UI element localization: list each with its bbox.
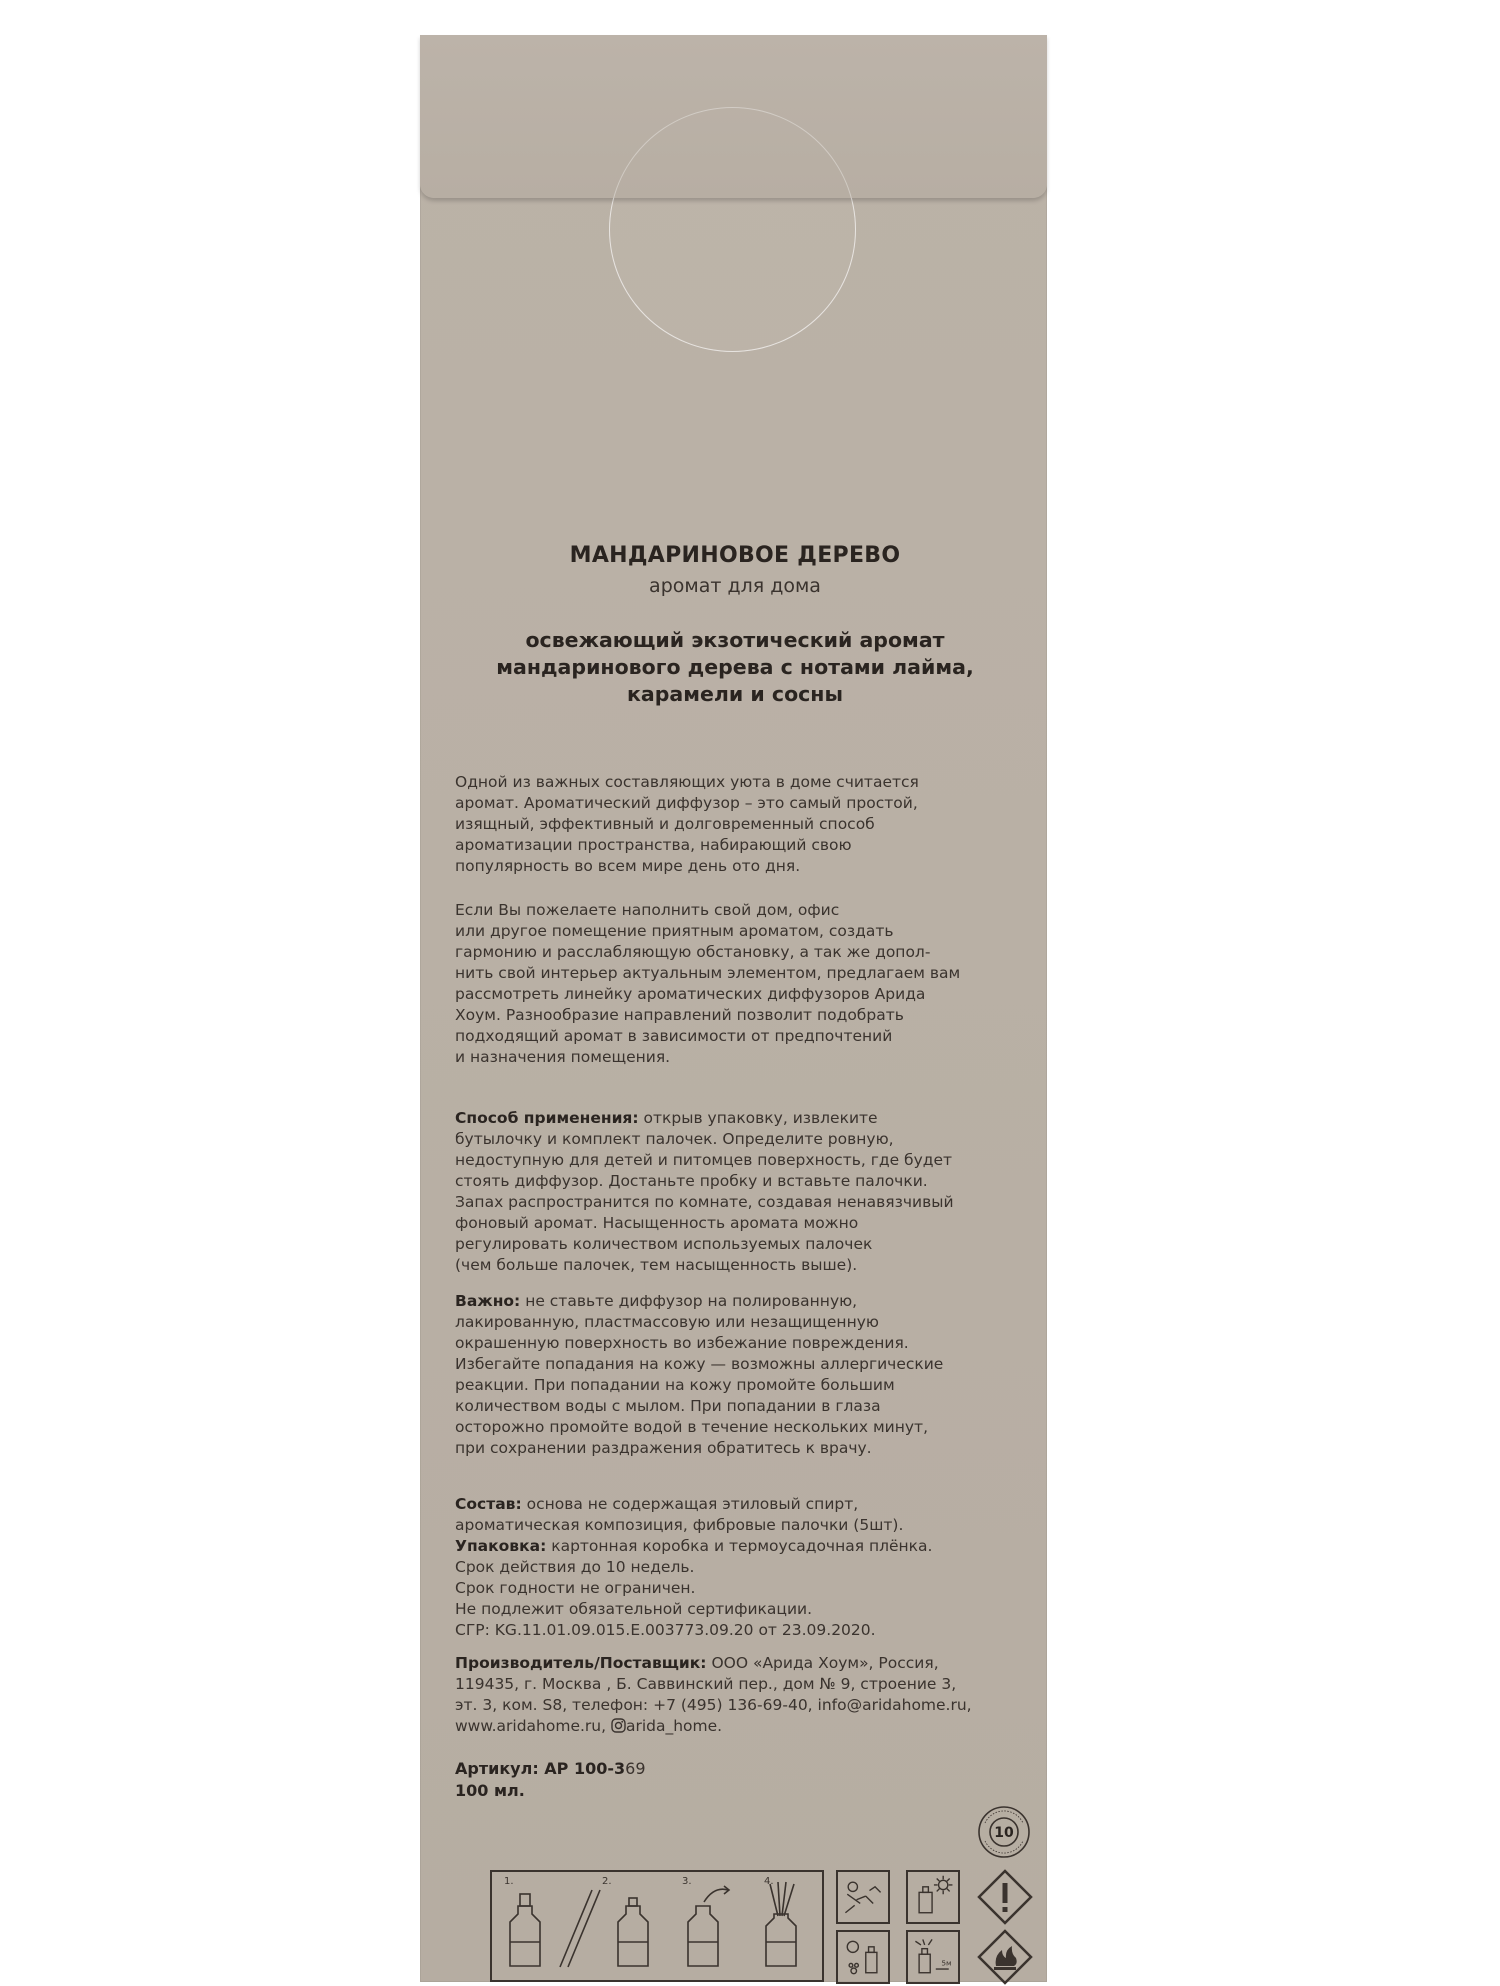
seal-sticker-overlay <box>609 107 856 352</box>
text-line: ароматическая композиция, фибровые палочки (5шт). <box>455 1516 904 1534</box>
text-line <box>455 1653 1015 1674</box>
text-line: Срок годности не ограничен. <box>455 1579 696 1597</box>
flammable-icon <box>976 1928 1034 1986</box>
product-title: МАНДАРИНОВОЕ ДЕРЕВО <box>569 543 901 568</box>
no-pets-icon <box>836 1930 890 1984</box>
tagline-line: карамели и сосны <box>626 682 844 706</box>
text-line: при сохранении раздражения обратитесь к врачу. <box>455 1439 872 1457</box>
step-number: 4. <box>764 1876 774 1887</box>
article-suffix: 69 <box>625 1759 646 1778</box>
text-line: Не подлежит обязательной сертификации. <box>455 1600 813 1618</box>
text-line: Хоум. Разнообразие направлений позволит подобрать <box>455 1006 904 1024</box>
text-line <box>455 1291 1015 1312</box>
keep-away-children-icon <box>836 1870 890 1924</box>
product-tagline <box>455 627 1015 708</box>
text-line: или другое помещение приятным ароматом, создать <box>455 922 894 940</box>
article-label: Артикул: АР 100-3 <box>455 1759 626 1778</box>
text-line: недоступную для детей и питомцев поверхность, где будет <box>455 1151 953 1169</box>
important-label: Важно: <box>455 1292 521 1310</box>
text-line <box>455 1536 1015 1557</box>
step-number: 2. <box>602 1876 612 1887</box>
manufacturer-first-line: ООО «Арида Хоум», Россия, <box>706 1654 939 1672</box>
usage-paragraph <box>455 1108 1015 1276</box>
composition-label: Состав: <box>455 1495 522 1513</box>
text-line: реакции. При попадании на кожу промойте большим <box>455 1376 895 1394</box>
text-line: рассмотреть линейку ароматических диффузоров Арида <box>455 985 926 1003</box>
svg-text:5м: 5м <box>941 1958 952 1968</box>
text-line: аромат. Ароматический диффузор – это самый простой, <box>455 794 918 812</box>
text-line <box>455 1108 1015 1129</box>
text-line: Срок действия до 10 недель. <box>455 1558 695 1576</box>
text-line: Запах распространится по комнате, создавая ненавязчивый <box>455 1193 954 1211</box>
text-line: (чем больше палочек, тем насыщенность выше). <box>455 1256 858 1274</box>
text-line: Одной из важных составляющих уюта в доме считается <box>455 773 919 791</box>
text-line: фоновый аромат. Насыщенность аромата можно <box>455 1214 859 1232</box>
text-line: стоять диффузор. Достаньте пробку и вставьте палочки. <box>455 1172 928 1190</box>
product-subtitle: аромат для дома <box>649 575 821 597</box>
important-paragraph <box>455 1291 1015 1459</box>
text-line <box>455 1716 1015 1737</box>
text-line: и назначения помещения. <box>455 1048 671 1066</box>
text-line: популярность во всем мире день ото дня. <box>455 857 801 875</box>
composition-paragraph <box>455 1494 1015 1641</box>
keep-distance-icon <box>906 1930 960 1984</box>
website-link[interactable]: www.aridahome.ru, <box>455 1717 611 1735</box>
usage-label: Способ применения: <box>455 1109 639 1127</box>
text-line: подходящий аромат в зависимости от предпочтений <box>455 1027 893 1045</box>
tagline-line: мандаринового дерева с нотами лайма, <box>496 655 974 679</box>
step-number: 3. <box>682 1876 692 1887</box>
text-line: эт. 3, ком. S8, телефон: +7 (495) 136-69-40, info@aridahome.ru, <box>455 1696 972 1714</box>
article-block <box>455 1758 1015 1802</box>
text-line: окрашенную поверхность во избежание повреждения. <box>455 1334 909 1352</box>
text-line: осторожно промойте водой в течение нескольких минут, <box>455 1418 928 1436</box>
usage-steps-panel <box>490 1870 824 1982</box>
composition-first-line: основа не содержащая этиловый спирт, <box>521 1495 859 1513</box>
text-line <box>455 1758 1015 1780</box>
manufacturer-label: Производитель/Поставщик: <box>455 1654 707 1672</box>
usage-first-line: открыв упаковку, извлеките <box>638 1109 878 1127</box>
tagline-line: освежающий экзотический аромат <box>525 628 945 652</box>
text-line: 119435, г. Москва , Б. Саввинский пер., дом № 9, строение 3, <box>455 1675 957 1693</box>
offer-paragraph <box>455 900 1015 1068</box>
ten-weeks-badge-icon <box>977 1805 1031 1859</box>
important-first-line: не ставьте диффузор на полированную, <box>520 1292 858 1310</box>
text-line: изящный, эффективный и долговременный способ <box>455 815 875 833</box>
text-line <box>455 1494 1015 1515</box>
package-back <box>420 35 1047 1982</box>
pack-text: картонная коробка и термоусадочная плёнка. <box>546 1537 933 1555</box>
pack-label: Упаковка: <box>455 1537 547 1555</box>
text-line: регулировать количеством используемых палочек <box>455 1235 873 1253</box>
text-line: Если Вы пожелаете наполнить свой дом, офис <box>455 901 840 919</box>
intro-paragraph <box>455 772 1015 877</box>
volume-label: 100 мл. <box>455 1781 525 1800</box>
instagram-handle[interactable]: arida_home. <box>625 1717 723 1735</box>
warning-icon <box>976 1868 1034 1926</box>
text-line: нить свой интерьер актуальным элементом, предлагаем вам <box>455 964 961 982</box>
manufacturer-paragraph <box>455 1653 1015 1737</box>
usage-steps-icon <box>492 1872 822 1980</box>
text-line: количеством воды с мылом. При попадании в глаза <box>455 1397 881 1415</box>
text-line: ароматизации пространства, набирающий свою <box>455 836 852 854</box>
text-line: лакированную, пластмассовую или незащищенную <box>455 1313 879 1331</box>
step-number: 1. <box>504 1876 514 1887</box>
text-line: Избегайте попадания на кожу — возможны аллергические <box>455 1355 944 1373</box>
text-line: гармонию и расслабляющую обстановку, а так же допол- <box>455 943 931 961</box>
text-line <box>455 1780 1015 1802</box>
weeks-number: 10 <box>994 1825 1014 1841</box>
no-sun-icon <box>906 1870 960 1924</box>
text-line: бутылочку и комплект палочек. Определите ровную, <box>455 1130 894 1148</box>
instagram-icon <box>611 1718 626 1733</box>
text-line: СГР: KG.11.01.09.015.Е.003773.09.20 от 23.09.2020. <box>455 1621 876 1639</box>
